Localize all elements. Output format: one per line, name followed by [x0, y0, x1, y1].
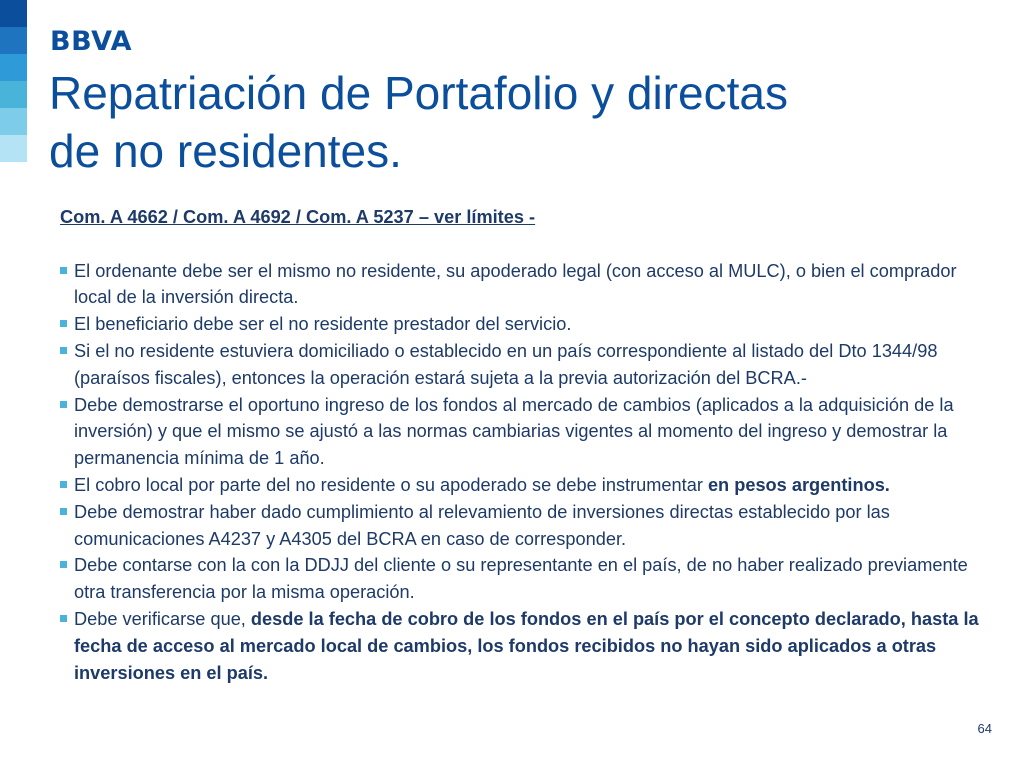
slide-body — [60, 204, 995, 686]
bullet-bold-text: en pesos argentinos. — [707, 474, 890, 495]
bullet-text: El beneficiario debe ser el no residente prestador del servicio. — [74, 314, 572, 335]
stripe-band — [0, 27, 27, 54]
bullet-item — [60, 552, 995, 606]
square-bullet-icon — [60, 615, 67, 622]
bbva-logo: BBVA — [50, 26, 133, 57]
bullet-text: Debe verificarse que, — [74, 608, 251, 629]
title-line-2: de no residentes. — [49, 125, 402, 177]
bullet-item — [60, 338, 995, 392]
stripe-band — [0, 135, 27, 162]
page-number: 64 — [977, 721, 992, 736]
square-bullet-icon — [60, 561, 67, 568]
square-bullet-icon — [60, 320, 67, 327]
bullet-bold-text: desde la fecha de cobro de los fondos en el país por el concepto declarado, hasta la fecha de acceso al mercado local de cambios, los fondos recibidos no hayan sido aplicados a otras inversiones en el país. — [74, 608, 979, 683]
bullet-list — [60, 258, 995, 687]
square-bullet-icon — [60, 347, 67, 354]
bullet-text: Debe demostrar haber dado cumplimiento al relevamiento de inversiones directas establecido por las comunicaciones A4237 y A4305 del BCRA en caso de corresponder. — [74, 501, 890, 549]
stripe-band — [0, 81, 27, 108]
square-bullet-icon — [60, 508, 67, 515]
stripe-band — [0, 0, 27, 27]
bullet-item — [60, 472, 995, 499]
title-line-1: Repatriación de Portafolio y directas — [49, 67, 788, 119]
bullet-item — [60, 606, 995, 686]
slide-title — [49, 64, 989, 180]
bullet-item — [60, 392, 995, 472]
square-bullet-icon — [60, 401, 67, 408]
square-bullet-icon — [60, 481, 67, 488]
bullet-item — [60, 499, 995, 553]
regulation-reference: Com. A 4662 / Com. A 4692 / Com. A 5237 – ver límites - — [60, 207, 536, 227]
bullet-item — [60, 258, 995, 312]
stripe-band — [0, 108, 27, 135]
bullet-text: Debe contarse con la con la DDJJ del cliente o su representante en el país, de no haber realizado previamente otra transferencia por la misma operación. — [74, 555, 968, 603]
stripe-band — [0, 54, 27, 81]
bullet-text: Debe demostrarse el oportuno ingreso de los fondos al mercado de cambios (aplicados a la adquisición de la inversión) y que el mismo se ajustó a las normas cambiarias vigentes al momento del ingreso y demostrar la permanencia mínima de 1 año. — [74, 394, 954, 469]
bullet-text: Si el no residente estuviera domiciliado o establecido en un país correspondiente al listado del Dto 1344/98 (paraísos fiscales), entonces la operación estará sujeta a la previa autorización del BCRA.- — [74, 340, 938, 388]
square-bullet-icon — [60, 267, 67, 274]
bullet-text: El cobro local por parte del no residente o su apoderado se debe instrumentar — [74, 474, 708, 495]
bullet-text: El ordenante debe ser el mismo no residente, su apoderado legal (con acceso al MULC), o bien el comprador local de la inversión directa. — [74, 260, 957, 308]
bullet-item — [60, 311, 995, 338]
